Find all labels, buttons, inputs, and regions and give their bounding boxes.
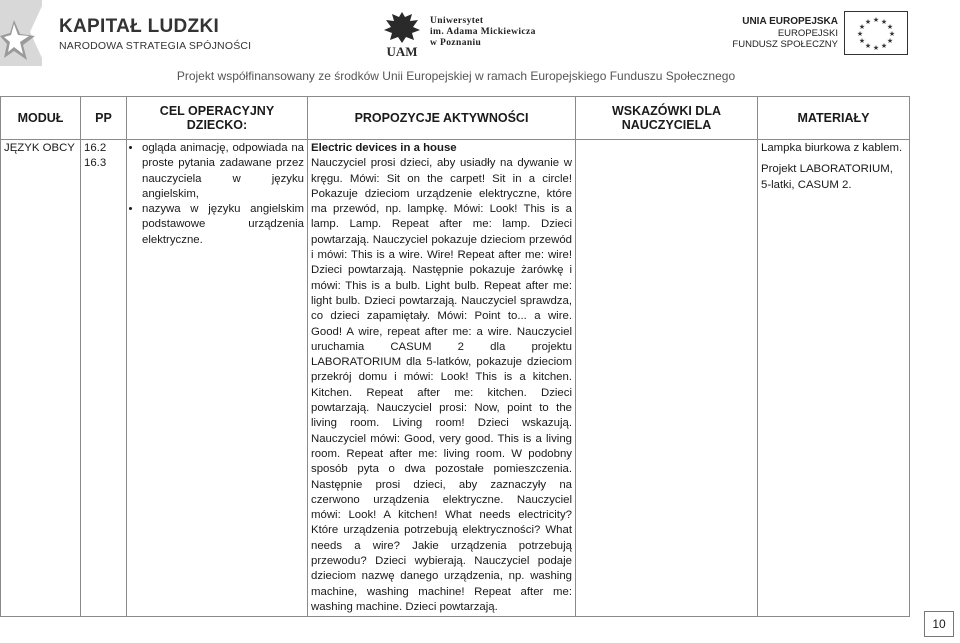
header-materials: MATERIAŁY — [758, 97, 910, 140]
eu-line-3: FUNDUSZ SPOŁECZNY — [732, 39, 838, 50]
svg-text:★: ★ — [864, 42, 872, 50]
page-header — [0, 0, 960, 92]
goal-item: • ogląda animację, odpowiada na proste pytania zadawane przez nauczyciela w języku angielskim, — [142, 141, 304, 202]
cell-activities — [308, 140, 576, 617]
svg-text:★: ★ — [858, 23, 866, 31]
svg-text:★: ★ — [888, 30, 896, 38]
project-funding-line: Projekt współfinansowany ze środków Unii Europejskiej w ramach Europejskiego Funduszu Społecznego — [176, 69, 736, 83]
svg-text:★: ★ — [880, 42, 888, 50]
kapital-ludzki-title: KAPITAŁ LUDZKI — [59, 16, 220, 37]
pp-item: 16.3 — [84, 157, 107, 170]
cell-goals — [127, 140, 308, 617]
lesson-plan-table — [0, 96, 910, 617]
header-activities: PROPOZYCJE AKTYWNOŚCI — [308, 97, 576, 140]
svg-text:★: ★ — [864, 18, 872, 26]
uam-line-2: im. Adama Mickiewicza — [430, 27, 536, 37]
material-item: Projekt LABORATORIUM, 5-latki, CASUM 2. — [761, 163, 893, 191]
eu-fund-name — [732, 16, 838, 51]
uam-eagle-crest-icon — [381, 10, 423, 58]
goals-list — [130, 141, 304, 248]
svg-text:★: ★ — [886, 23, 894, 31]
svg-text:★: ★ — [872, 44, 880, 52]
header-hints: WSKAZÓWKI DLA NAUCZYCIELA — [576, 97, 758, 140]
header-goal: CEL OPERACYJNY DZIECKO: — [127, 97, 308, 140]
cell-hints — [576, 140, 758, 617]
kapital-ludzki-logo-icon — [0, 0, 50, 66]
uam-logo-text: UAM — [386, 44, 418, 58]
activity-title: Electric devices in a house — [311, 142, 457, 154]
goal-item: • nazywa w języku angielskim podstawowe urządzenia elektryczne. — [142, 202, 304, 248]
svg-text:★: ★ — [858, 37, 866, 45]
svg-text:★: ★ — [872, 16, 880, 24]
cell-pp — [81, 140, 127, 617]
svg-text:★: ★ — [886, 37, 894, 45]
material-item: Lampka biurkowa z kablem. — [761, 142, 903, 154]
pp-item: 16.2 — [84, 142, 107, 154]
uam-line-3: w Poznaniu — [430, 38, 482, 48]
activity-text: Nauczyciel prosi dzieci, aby usiadły na dywanie w kręgu. Mówi: Sit on the carpet! Sit in a circle! Pokazuje dzieciom urządzenie elektryczne, które ma przewód, np. lampkę. Mówi: Look! This is a lamp. Lamp. Repeat after me: lamp. Dzieci powtarzają. Nauczyciel pokazuje dzieciom przewód i mówi: This is a wire. Wire! Repeat after me: wire! Dzieci powtarzają. Następnie pokazuje żarówkę i mówi: This is a bulb. Light bulb. Repeat after me: light bulb. Dzieci powtarzają. Nauczyciel sprawdza, co dzieci zapamiętały. Mówi: Point to... a wire. Good! A wire, repeat after me: a wire. Nauczyciel uruchamia CASUM 2 dla projektu LABORATORIUM dla 5-latków, pokazuje dzieciom przekrój domu i mówi: Look! This is a kitchen. Kitchen. Repeat after me: kitchen. Dzieci powtarzają. Nauczyciel prosi: Now, point to the living room. Living room! Dzieci wskazują. Nauczyciel mówi: Good, very good. This is a living room. Repeat after me: living room. W podobny sposób pyta o dwa pozostałe pomieszczenia. Następnie prosi dzieci, aby zaznaczyły na czerwono urządzenia elektryczne. Nauczyciel mówi: Look! A kitchen! What needs electricity? Które urządzenia potrzebują elektryczności? What needs a wire? Jakie urządzenia potrzebują przewodu? Dzieci wybierają. Nauczyciel podaje dzieciom nazwę danego urządzenia, np. washing machine, washing machine! Repeat after me: washing machine. Dzieci powtarzają. — [311, 157, 572, 613]
uam-name — [430, 16, 536, 49]
table-header-row — [1, 97, 910, 140]
header-pp: PP — [81, 97, 127, 140]
page-number: 10 — [924, 611, 954, 637]
eu-line-1: UNIA EUROPEJSKA — [742, 16, 838, 27]
eu-line-2: EUROPEJSKI — [777, 27, 838, 39]
header-module: MODUŁ — [1, 97, 81, 140]
uam-line-1: Uniwersytet — [430, 16, 484, 26]
cell-materials — [758, 140, 910, 617]
table-row — [1, 140, 910, 617]
cell-module: JĘZYK OBCY — [1, 140, 81, 617]
eu-flag-icon — [844, 11, 908, 55]
svg-text:★: ★ — [856, 30, 864, 38]
kapital-ludzki-subtitle: NARODOWA STRATEGIA SPÓJNOŚCI — [59, 40, 252, 52]
svg-text:★: ★ — [880, 18, 888, 26]
